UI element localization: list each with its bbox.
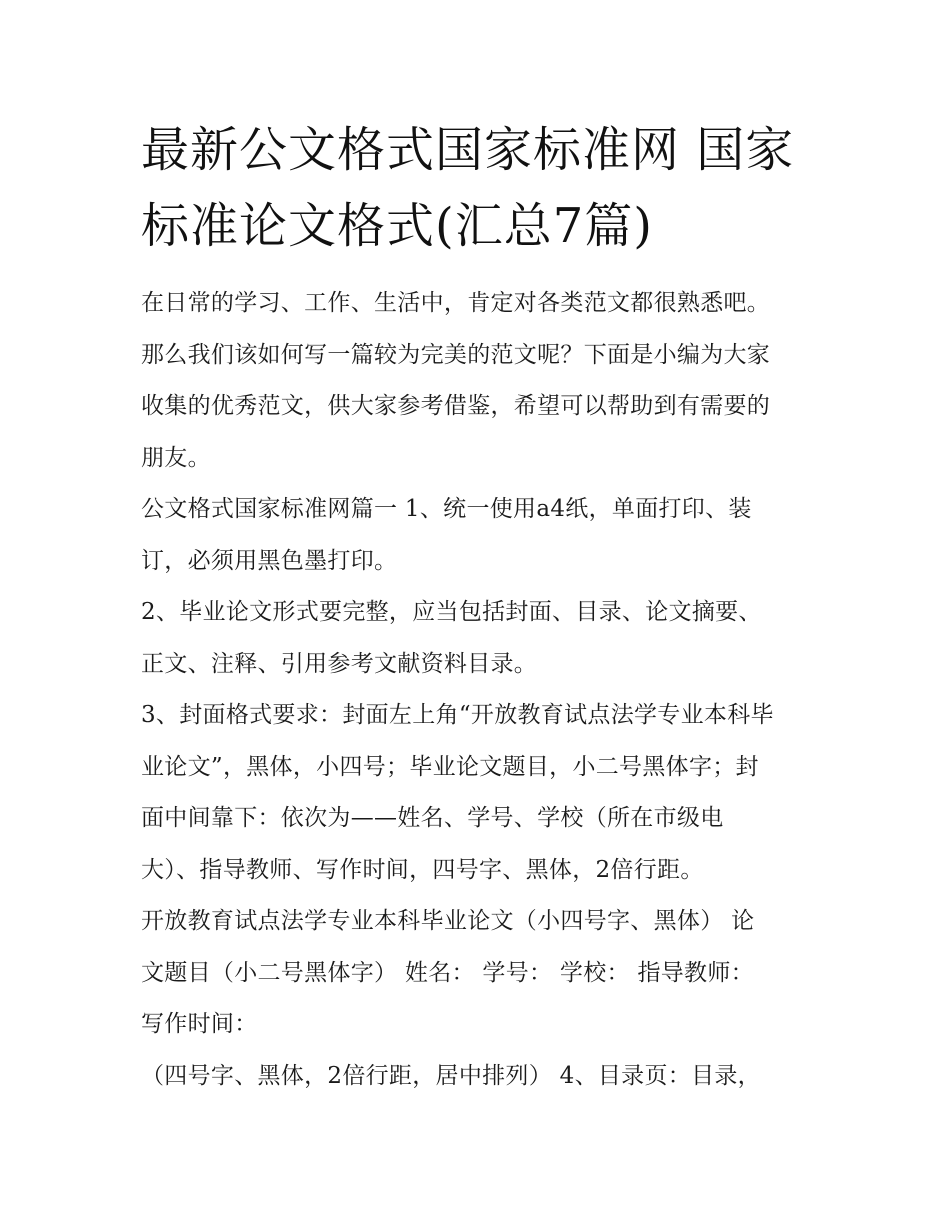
paragraph-section-one: 公文格式国家标准网篇一 1、统一使用a4纸，单面打印、装 订，必须用黑色墨打印。 <box>141 496 752 574</box>
document-body <box>141 278 813 1102</box>
paragraph-item-4: （四号字、黑体，2倍行距，居中排列） 4、目录页：目录， <box>141 1062 761 1089</box>
document-content <box>141 112 813 1102</box>
document-title: 最新公文格式国家标准网 国家 标准论文格式(汇总7篇) <box>141 122 795 254</box>
paragraph-item-3: 3、封面格式要求：封面左上角“开放教育试点法学专业本科毕 业论文”，黑体，小四号；毕业论文题目，小二号黑体字；封 面中间靠下：依次为——姓名、学号、学校（所在市级电 大）、指导教师、写作时间，四号字、黑体，2倍行距。 <box>141 702 774 883</box>
intro-paragraph: 在日常的学习、工作、生活中，肯定对各类范文都很熟悉吧。 那么我们该如何写一篇较为完美的范文呢？下面是小编为大家 收集的优秀范文，供大家参考借鉴，希望可以帮助到有需要的 朋友。 <box>141 290 771 471</box>
paragraph-cover-sample: 开放教育试点法学专业本科毕业论文（小四号字、黑体） 论 文题目（小二号黑体字） 姓名： 学号： 学校： 指导教师： 写作时间： <box>141 908 755 1037</box>
paragraph-item-2: 2、毕业论文形式要完整，应当包括封面、目录、论文摘要、 正文、注释、引用参考文献资料目录。 <box>141 599 762 677</box>
